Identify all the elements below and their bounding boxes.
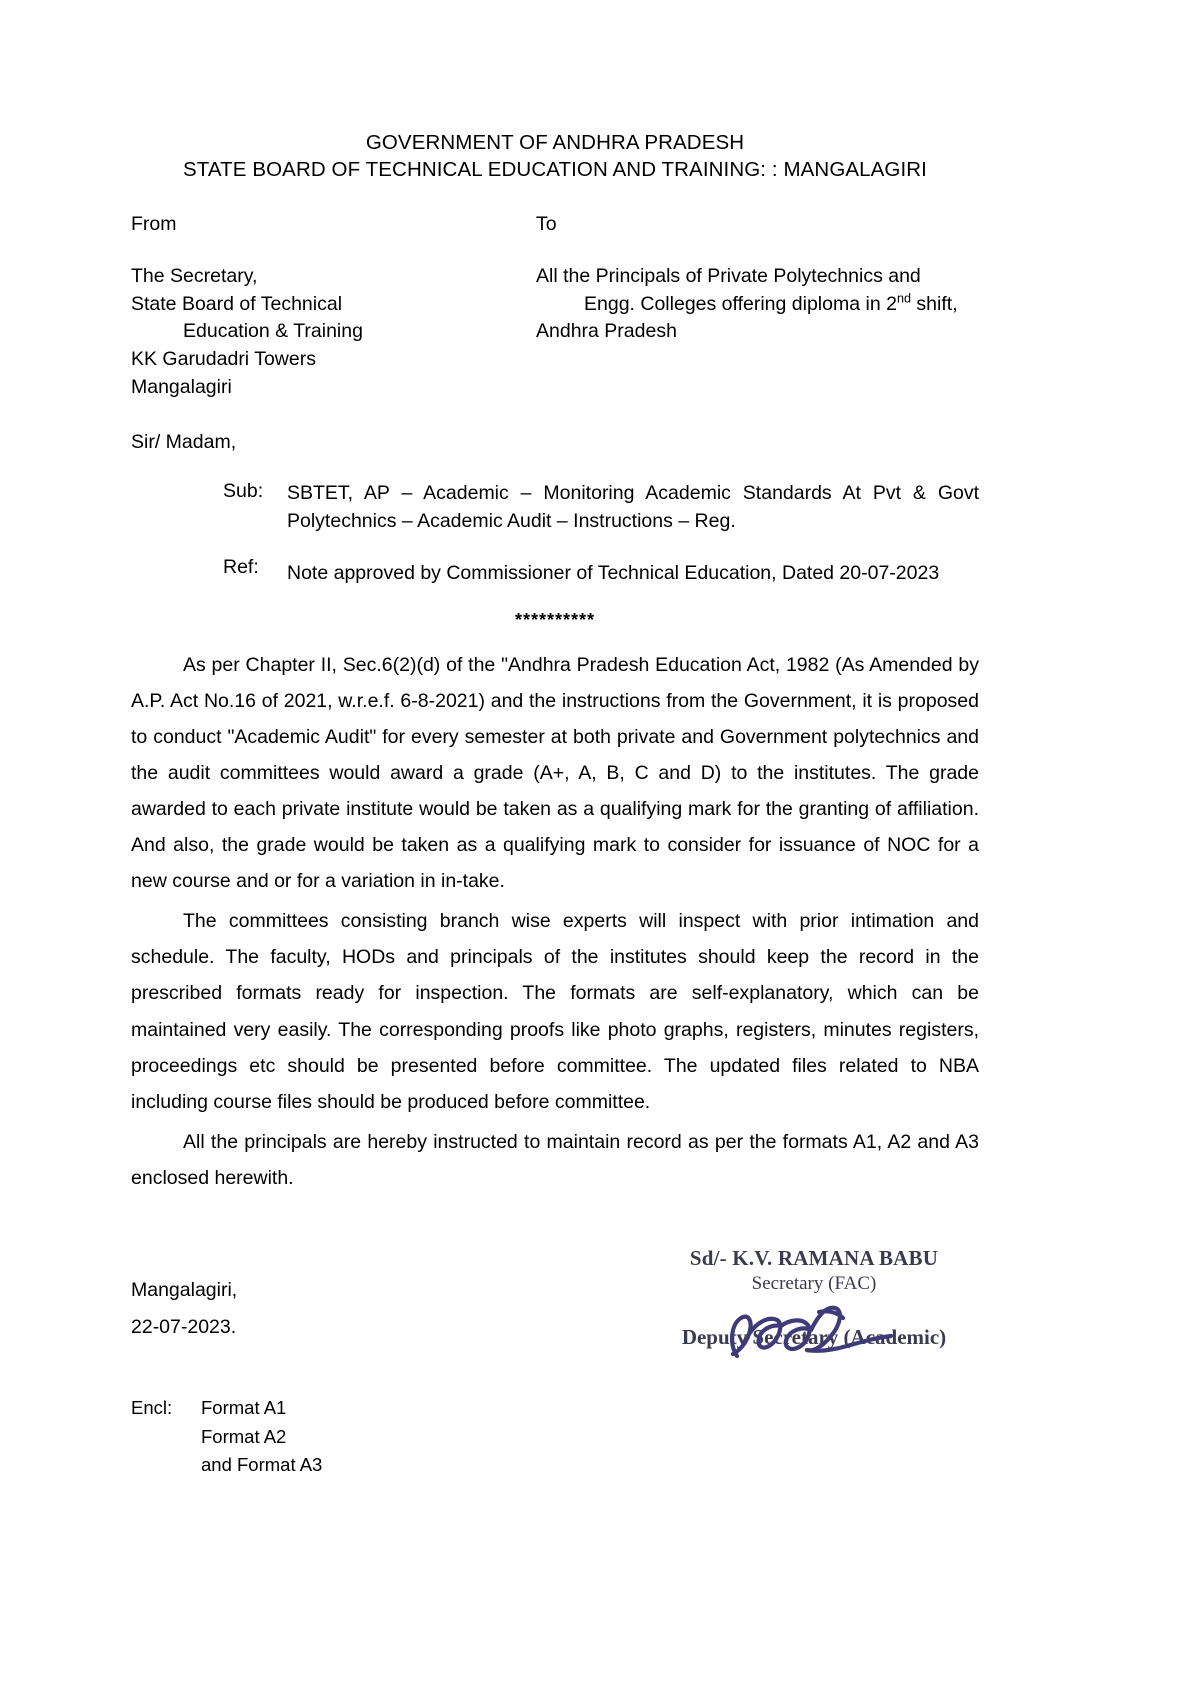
reference-row (131, 556, 979, 590)
signatory-role: Secretary (FAC) (751, 1272, 877, 1294)
to-heading: To (536, 213, 557, 236)
from-column (131, 211, 536, 401)
footer-block (131, 1245, 979, 1476)
from-line-secretary: The Secretary, (131, 264, 258, 287)
subject-text: SBTET, AP – Academic – Monitoring Academic Standards At Pvt & Govt Polytechnics – Academic Audit – Instructions – Reg. (287, 482, 979, 533)
to-line-colleges-text: Engg. Colleges offering diploma in 2 (584, 292, 897, 315)
reference-label: Ref: (223, 555, 259, 578)
enclosure-item-a2: Format A2 (201, 1425, 287, 1447)
from-heading: From (131, 213, 177, 236)
enclosures-label: Encl: (131, 1396, 173, 1418)
enclosure-item-a1: Format A1 (201, 1396, 287, 1418)
letterhead-line-board: STATE BOARD OF TECHNICAL EDUCATION AND TRAINING: : MANGALAGIRI (183, 157, 927, 181)
to-line-colleges (536, 291, 979, 319)
signature-block (649, 1246, 979, 1350)
to-column (536, 211, 979, 401)
letterhead-line-government: GOVERNMENT OF ANDHRA PRADESH (365, 131, 745, 154)
body-paragraph-3: All the principals are hereby instructed to maintain record as per the formats A1, A2 and A3 enclosed herewith. (131, 1130, 979, 1189)
to-line-colleges-tail: shift, (911, 292, 958, 315)
letterhead (131, 0, 979, 183)
subject-row (131, 480, 979, 535)
body-paragraph-1: As per Chapter II, Sec.6(2)(d) of the "Andhra Pradesh Education Act, 1982 (As Amended by A.P. Act No.16 of 2021, w.r.e.f. 6-8-2021) and the instructions from the Government, it is proposed to conduct "Academic Audit" for every semester at both private and Government polytechnics and the audit committees would award a grade (A+, A, B, C and D) to the institutes. The grade awarded to each private institute would be taken as a qualifying mark for the granting of affiliation. And also, the grade would be taken as a qualifying mark to consider for issuance of NOC for a new course and or for a variation in in-take. (131, 653, 979, 893)
from-line-towers: KK Garudadri Towers (131, 348, 316, 371)
enclosures-block (131, 1394, 322, 1480)
reference-text: Note approved by Commissioner of Technical Education, Dated 20-07-2023 (287, 561, 940, 584)
to-line-principals: All the Principals of Private Polytechnics and (536, 264, 921, 287)
signatory-name: Sd/- K.V. RAMANA BABU (689, 1245, 939, 1270)
enclosure-item-a3: and Format A3 (201, 1454, 323, 1476)
from-line-city: Mangalagiri (131, 375, 232, 398)
document-content (131, 0, 979, 1476)
to-line-state: Andhra Pradesh (536, 320, 677, 343)
salutation: Sir/ Madam, (131, 431, 237, 454)
enclosures-list (201, 1394, 322, 1480)
from-line-education: Education & Training (183, 320, 363, 343)
footer-place: Mangalagiri, (131, 1278, 238, 1301)
footer-date: 22-07-2023. (131, 1315, 237, 1338)
signatory-designation: Deputy Secretary (Academic) (681, 1324, 947, 1349)
place-date-block (131, 1272, 237, 1346)
subject-reference-block (131, 480, 979, 590)
body-paragraph-2: The committees consisting branch wise experts will inspect with prior intimation and schedule. The faculty, HODs and principals of the institutes should keep the record in the prescribed formats ready for inspection. The formats are self-explanatory, which can be maintained very easily. The corresponding proofs like photo graphs, registers, minutes registers, proceedings etc should be presented before committee. The updated files related to NBA including course files should be produced before committee. (131, 910, 979, 1113)
separator-asterisks: ********** (514, 609, 596, 630)
subject-label: Sub: (223, 480, 264, 503)
ordinal-superscript: nd (896, 291, 912, 306)
from-line-board: State Board of Technical (131, 292, 343, 315)
from-to-block (131, 211, 979, 401)
